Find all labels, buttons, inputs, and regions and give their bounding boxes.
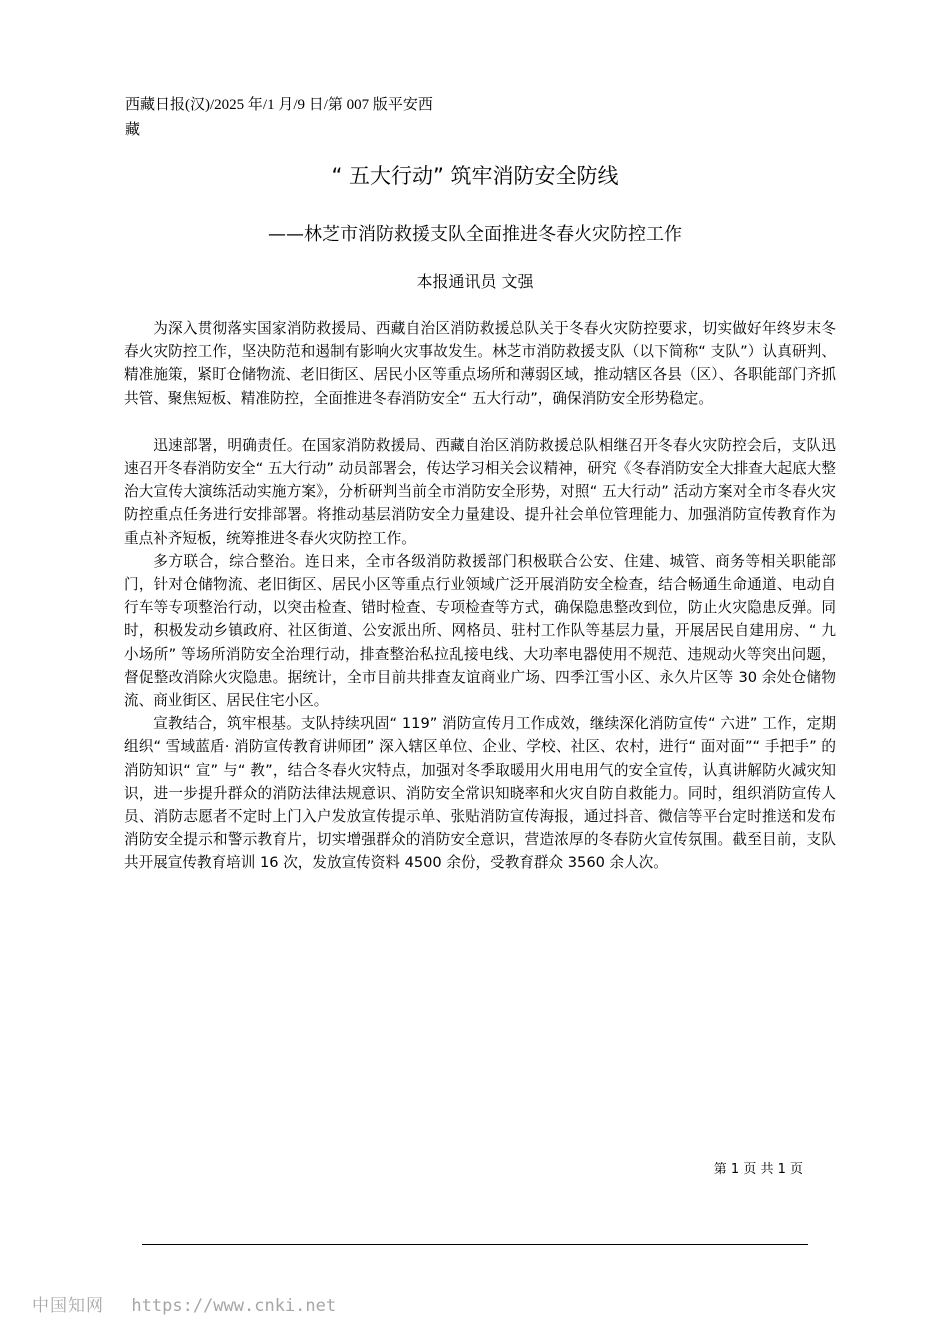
- source-line: 西藏日报(汉)/2025 年/1 月/9 日/第 007 版平安西藏: [125, 97, 433, 138]
- cnki-url[interactable]: https://www.cnki.net: [131, 1296, 337, 1316]
- paragraph-deployment: 迅速部署，明确责任。在国家消防救援局、西藏自治区消防救援总队相继召开冬春火灾防控会后，支队迅速召开冬春消防安全“ 五大行动” 动员部署会，传达学习相关会议精神，研究《冬春消防安全大排查大起底大整治大宣传大演练活动实施方案》，分析研判当前全市消防安全形势，对照“ 五大行动” 活动方案对全市冬春火灾防控重点任务进行安排部署。将推动基层消防安全力量建设、提升社会单位管理能力、加强消防宣传教育作为重点补齐短板，统筹推进冬春火灾防控工作。: [124, 436, 836, 547]
- paragraph-publicity-education: 宣教结合，筑牢根基。支队持续巩固“ 119” 消防宣传月工作成效，继续深化消防宣传“ 六进” 工作，定期组织“ 雪域蓝盾· 消防宣传教育讲师团” 深入辖区单位、企业、学校、社区、农村，进行“ 面对面”“ 手把手” 的消防知识“ 宣” 与“ 教”，结合冬春火灾特点，加强对冬季取暖用火用电用气的安全宣传，认真讲解防火减灾知识，进一步提升群众的消防法律法规意识、消防安全常识知晓率和火灾自防自救能力。同时，组织消防宣传人员、消防志愿者不定时上门入户发放宣传提示单、张贴消防宣传海报，通过抖音、微信等平台定时推送和发布消防安全提示和警示教育片，切实增强群众的消防安全意识，营造浓厚的冬春防火宣传氛围。截至目前，支队共开展宣传教育培训 16 次，发放宣传资料 4500 余份，受教育群众 3560 余人次。: [124, 715, 836, 872]
- article-subtitle: ——林芝市消防救援支队全面推进冬春火灾防控工作: [268, 224, 682, 245]
- cnki-brand: 中国知网: [32, 1296, 104, 1316]
- footer-divider: [142, 1244, 808, 1245]
- page-number: 第 1 页 共 1 页: [713, 1162, 803, 1177]
- paragraph-intro: 为深入贯彻落实国家消防救援局、西藏自治区消防救援总队关于冬春火灾防控要求，切实做好年终岁末冬春火灾防控工作，坚决防范和遏制有影响火灾事故发生。林芝市消防救援支队（以下简称“ 支队”）认真研判、精准施策，紧盯仓储物流、老旧街区、居民小区等重点场所和薄弱区域，推动辖区各县（区）、各职能部门齐抓共管、聚焦短板、精准防控，全面推进冬春消防安全“ 五大行动”，确保消防安全形势稳定。: [124, 320, 836, 407]
- article-body: [124, 317, 836, 875]
- footer-watermark: [32, 1294, 336, 1318]
- paragraph-joint-rectification: 多方联合，综合整治。连日来，全市各级消防救援部门积极联合公安、住建、城管、商务等相关职能部门，针对仓储物流、老旧街区、居民小区等重点行业领域广泛开展消防安全检查，结合畅通生命通道、电动自行车等专项整治行动，以突击检查、错时检查、专项检查等方式，确保隐患整改到位，防止火灾隐患反弹。同时，积极发动乡镇政府、社区街道、公安派出所、网格员、驻村工作队等基层力量，开展居民自建用房、“ 九小场所” 等场所消防安全治理行动，排查整治私拉乱接电线、大功率电器使用不规范、违规动火等突出问题，督促整改消除火灾隐患。据统计，全市目前共排查友谊商业广场、四季江雪小区、永久片区等 30 余处仓储物流、商业街区、居民住宅小区。: [124, 552, 836, 710]
- article-byline: 本报通讯员 文强: [416, 272, 534, 291]
- article-title: “ 五大行动” 筑牢消防安全防线: [331, 164, 619, 188]
